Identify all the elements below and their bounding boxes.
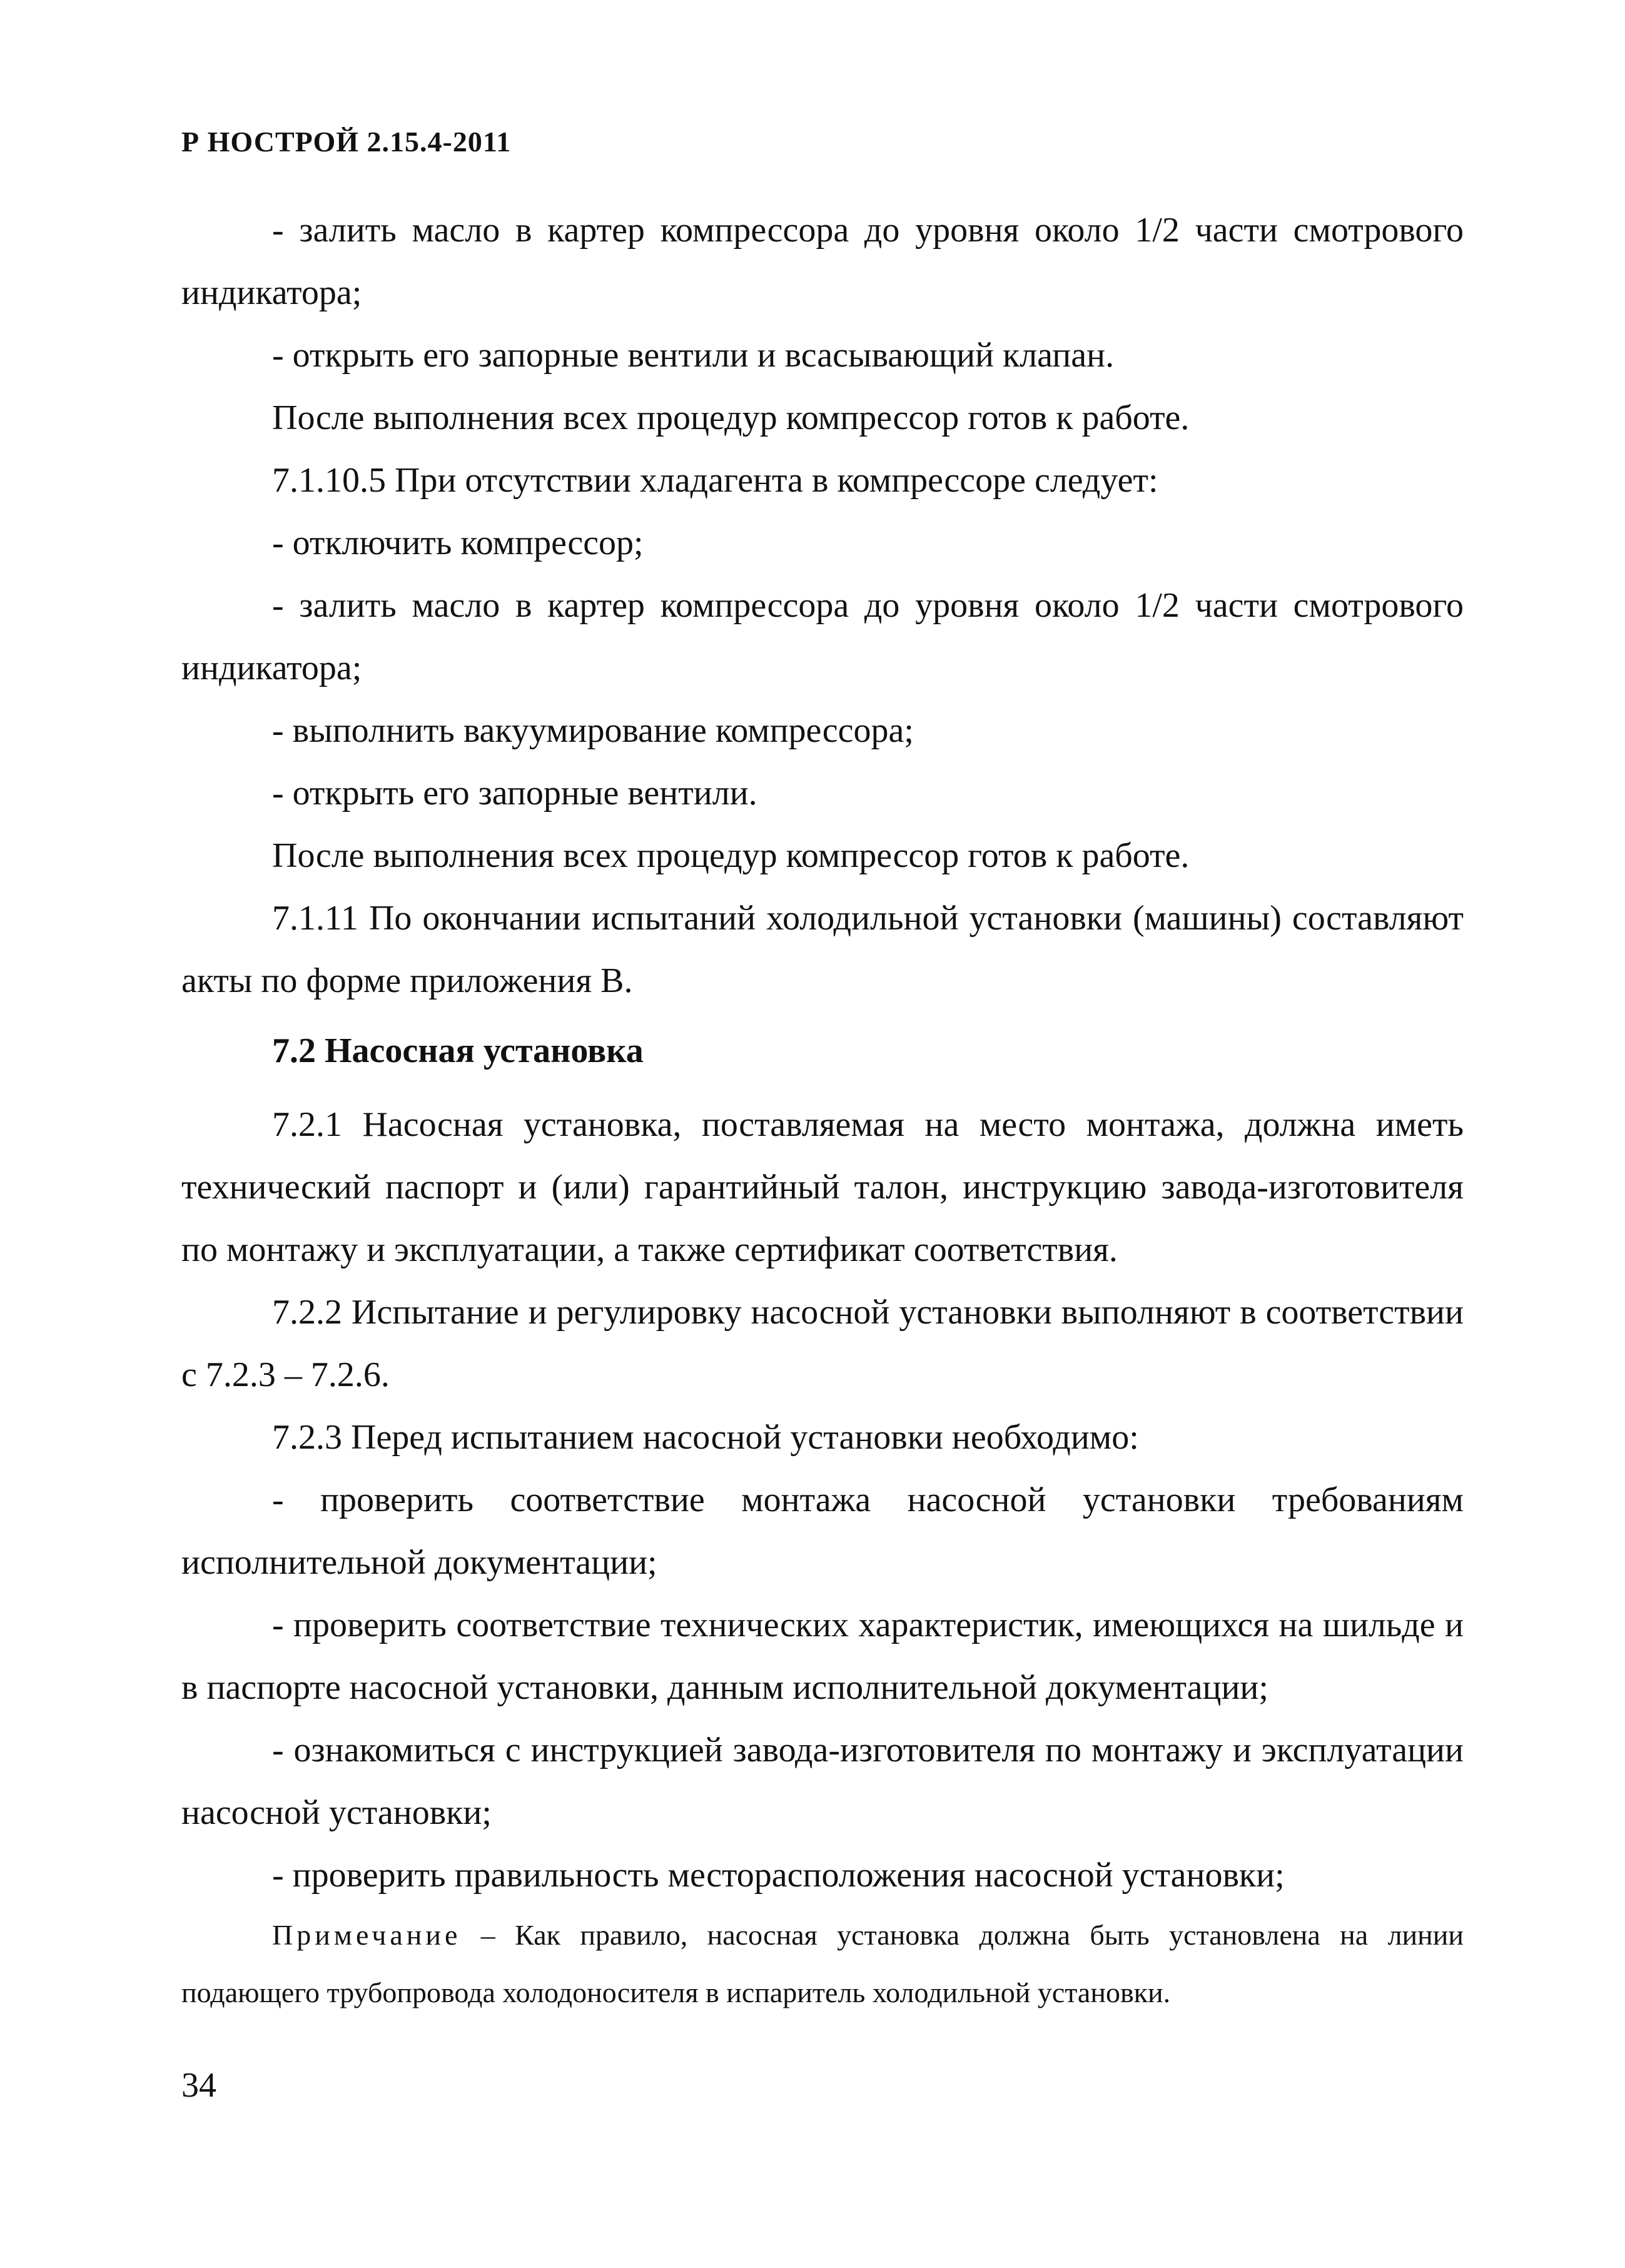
- paragraph: 7.1.11 По окончании испытаний холодильной установки (машины) составляют акты по форме приложения В.: [181, 899, 1464, 1000]
- section-paragraph: 7.2.3 Перед испытанием насосной установки необходимо:: [272, 1418, 1139, 1457]
- paragraph: После выполнения всех процедур компрессор готов к работе.: [272, 836, 1190, 875]
- page-number: 34: [181, 2066, 216, 2105]
- paragraph: - открыть его запорные вентили.: [272, 774, 757, 813]
- section-paragraph: - проверить правильность месторасположения насосной установки;: [272, 1856, 1285, 1895]
- section-paragraph: - ознакомиться с инструкцией завода-изготовителя по монтажу и эксплуатации насосной установки;: [181, 1731, 1464, 1832]
- section-paragraph: - проверить соответствие технических характеристик, имеющихся на шильде и в паспорте насосной установки, данным исполнительной документации;: [181, 1606, 1464, 1707]
- document-body: [181, 199, 1464, 2022]
- paragraph: - выполнить вакуумирование компрессора;: [272, 711, 914, 750]
- paragraph: 7.1.10.5 При отсутствии хладагента в компрессоре следует:: [272, 461, 1158, 500]
- note-text: – Как правило, насосная установка должна быть установлена на линии подающего трубопровода холодоносителя в испаритель холодильной установки.: [181, 1919, 1464, 2008]
- paragraph: - открыть его запорные вентили и всасывающий клапан.: [272, 336, 1115, 375]
- section-paragraph: - проверить соответствие монтажа насосной установки требованиям исполнительной документации;: [181, 1481, 1464, 1582]
- document-code-header: Р НОСТРОЙ 2.15.4-2011: [181, 126, 512, 158]
- paragraph: - отключить компрессор;: [272, 524, 644, 562]
- paragraph: - залить масло в картер компрессора до уровня около 1/2 части смотрового индикатора;: [181, 586, 1464, 687]
- section-paragraph: 7.2.1 Насосная установка, поставляемая на место монтажа, должна иметь технический паспорт и (или) гарантийный талон, инструкцию завода-изготовителя по монтажу и эксплуатации, а также сертификат соответствия.: [181, 1105, 1464, 1269]
- paragraph: - залить масло в картер компрессора до уровня около 1/2 части смотрового индикатора;: [181, 211, 1464, 312]
- section-paragraph: 7.2.2 Испытание и регулировку насосной установки выполняют в соответствии с 7.2.3 – 7.2.6.: [181, 1293, 1464, 1394]
- section-heading: 7.2 Насосная установка: [272, 1031, 644, 1070]
- note-label: Примечание: [272, 1919, 462, 1951]
- note: [181, 1906, 1464, 2022]
- paragraph: После выполнения всех процедур компрессор готов к работе.: [272, 398, 1190, 437]
